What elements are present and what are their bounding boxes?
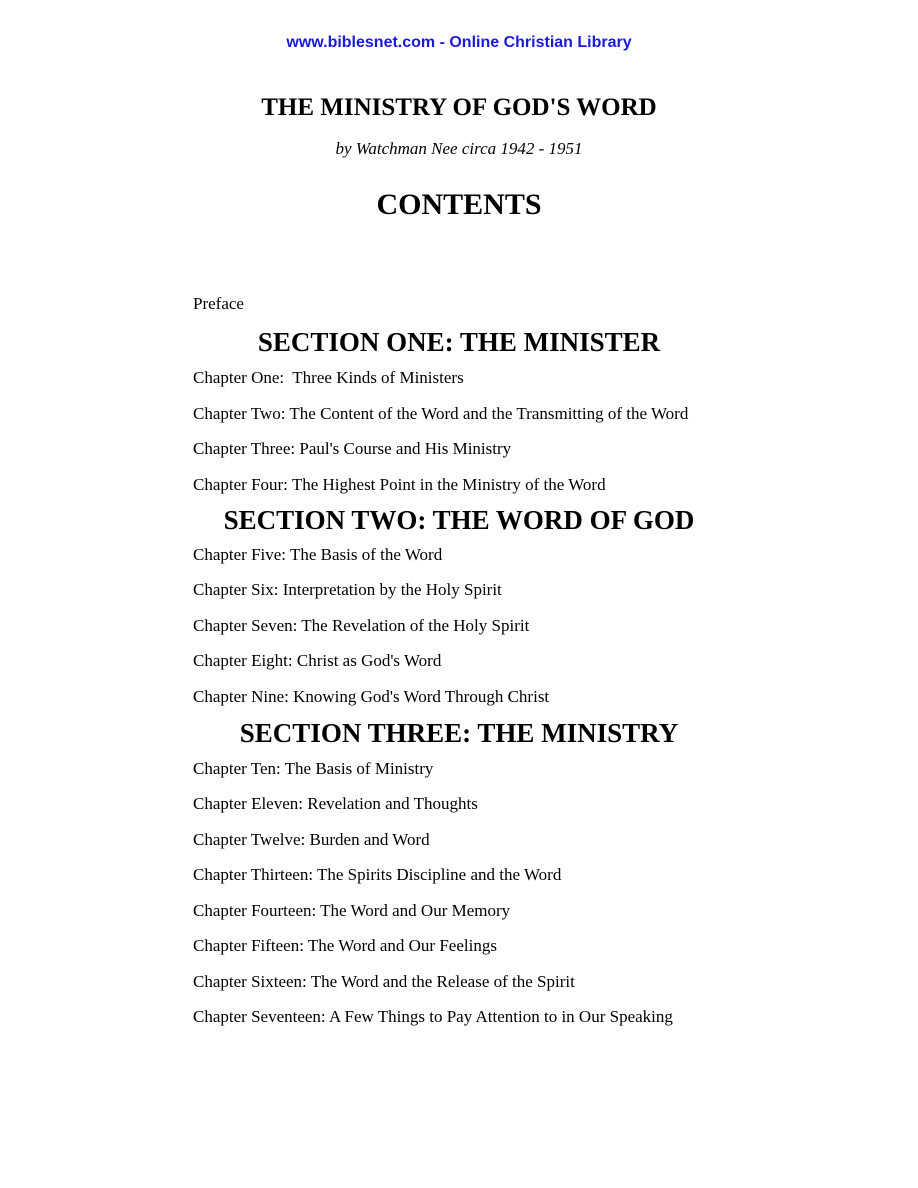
toc-link-chapter-3[interactable]: Chapter Three: Paul's Course and His Ministry <box>193 439 512 458</box>
toc-link-preface[interactable]: Preface <box>193 294 244 313</box>
toc-link-chapter-14[interactable]: Chapter Fourteen: The Word and Our Memory <box>193 900 511 920</box>
site-link[interactable]: www.biblesnet.com - Online Christian Library <box>286 34 632 51</box>
toc-link-chapter-6[interactable]: Chapter Six: Interpretation by the Holy Spirit <box>193 580 502 599</box>
toc-link-chapter-15[interactable]: Chapter Fifteen: The Word and Our Feelings <box>193 936 497 955</box>
toc-link-chapter-10[interactable]: Chapter Ten: The Basis of Ministry <box>193 758 434 778</box>
toc-link-chapter-4[interactable]: Chapter Four: The Highest Point in the Ministry of the Word <box>193 474 606 494</box>
book-title: THE MINISTRY OF GOD'S WORD <box>261 94 657 121</box>
toc-link-chapter-16[interactable]: Chapter Sixteen: The Word and the Release of the Spirit <box>193 971 575 991</box>
toc-link-chapter-5[interactable]: Chapter Five: The Basis of the Word <box>193 544 443 564</box>
contents-heading: CONTENTS <box>376 188 542 221</box>
toc-link-chapter-7[interactable]: Chapter Seven: The Revelation of the Holy Spirit <box>193 615 530 635</box>
book-byline: by Watchman Nee circa 1942 - 1951 <box>335 139 583 158</box>
toc-link-chapter-8[interactable]: Chapter Eight: Christ as God's Word <box>193 651 442 670</box>
toc-link-chapter-9[interactable]: Chapter Nine: Knowing God's Word Through Christ <box>193 686 550 706</box>
section-heading-one: SECTION ONE: THE MINISTER <box>257 327 661 357</box>
toc-link-chapter-17[interactable]: Chapter Seventeen: A Few Things to Pay Attention to in Our Speaking <box>193 1007 673 1026</box>
section-heading-three: SECTION THREE: THE MINISTRY <box>239 717 679 748</box>
toc-link-chapter-12[interactable]: Chapter Twelve: Burden and Word <box>193 829 430 849</box>
section-heading-two: SECTION TWO: THE WORD OF GOD <box>223 504 695 535</box>
toc-link-chapter-1[interactable]: Chapter One: Three Kinds of Ministers <box>193 368 464 387</box>
toc-link-chapter-11[interactable]: Chapter Eleven: Revelation and Thoughts <box>193 794 478 813</box>
toc-link-chapter-13[interactable]: Chapter Thirteen: The Spirits Discipline and the Word <box>193 865 562 884</box>
table-of-contents <box>193 294 793 1027</box>
toc-link-chapter-2[interactable]: Chapter Two: The Content of the Word and the Transmitting of the Word <box>193 403 689 423</box>
